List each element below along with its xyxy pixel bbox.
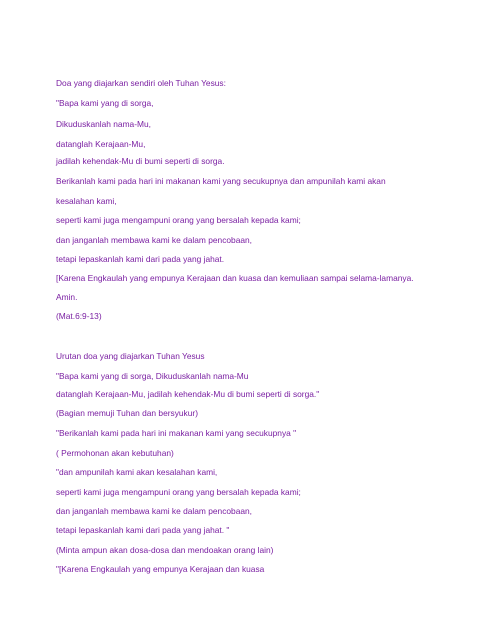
- section1-heading: Doa yang diajarkan sendiri oleh Tuhan Yesus:: [56, 78, 226, 88]
- scripture-reference: (Mat.6:9-13): [56, 311, 102, 321]
- prayer-line: Amin.: [56, 292, 78, 302]
- section2-heading: Urutan doa yang diajarkan Tuhan Yesus: [56, 351, 205, 361]
- prayer-line: seperti kami juga mengampuni orang yang bersalah kepada kami;: [56, 215, 301, 225]
- prayer-line: "dan ampunilah kami akan kesalahan kami,: [56, 467, 218, 477]
- prayer-line: "Berikanlah kami pada hari ini makanan kami yang secukupnya ": [56, 428, 297, 438]
- prayer-note: (Bagian memuji Tuhan dan bersyukur): [56, 408, 198, 418]
- prayer-line: dan janganlah membawa kami ke dalam pencobaan,: [56, 235, 253, 245]
- prayer-line: jadilah kehendak-Mu di bumi seperti di sorga.: [56, 156, 225, 166]
- prayer-line: [Karena Engkaulah yang empunya Kerajaan dan kuasa dan kemuliaan sampai selama-lamanya.: [56, 273, 414, 283]
- prayer-line: datanglah Kerajaan-Mu,: [56, 139, 146, 149]
- prayer-line: tetapi lepaskanlah kami dari pada yang jahat.: [56, 254, 225, 264]
- prayer-line: datanglah Kerajaan-Mu, jadilah kehendak-Mu di bumi seperti di sorga.": [56, 389, 320, 399]
- prayer-line: tetapi lepaskanlah kami dari pada yang jahat. ": [56, 525, 230, 535]
- prayer-line: dan janganlah membawa kami ke dalam pencobaan,: [56, 506, 253, 516]
- prayer-line: "Bapa kami yang di sorga, Dikuduskanlah nama-Mu: [56, 371, 249, 381]
- prayer-line: "[Karena Engkaulah yang empunya Kerajaan dan kuasa: [56, 564, 265, 574]
- prayer-line: kesalahan kami,: [56, 196, 117, 206]
- prayer-line: "Bapa kami yang di sorga,: [56, 98, 154, 108]
- prayer-line: seperti kami juga mengampuni orang yang bersalah kepada kami;: [56, 487, 301, 497]
- prayer-note: ( Permohonan akan kebutuhan): [56, 448, 174, 458]
- prayer-line: Berikanlah kami pada hari ini makanan kami yang secukupnya dan ampunilah kami akan: [56, 176, 386, 186]
- prayer-note: (Minta ampun akan dosa-dosa dan mendoakan orang lain): [56, 545, 274, 555]
- prayer-line: Dikuduskanlah nama-Mu,: [56, 119, 151, 129]
